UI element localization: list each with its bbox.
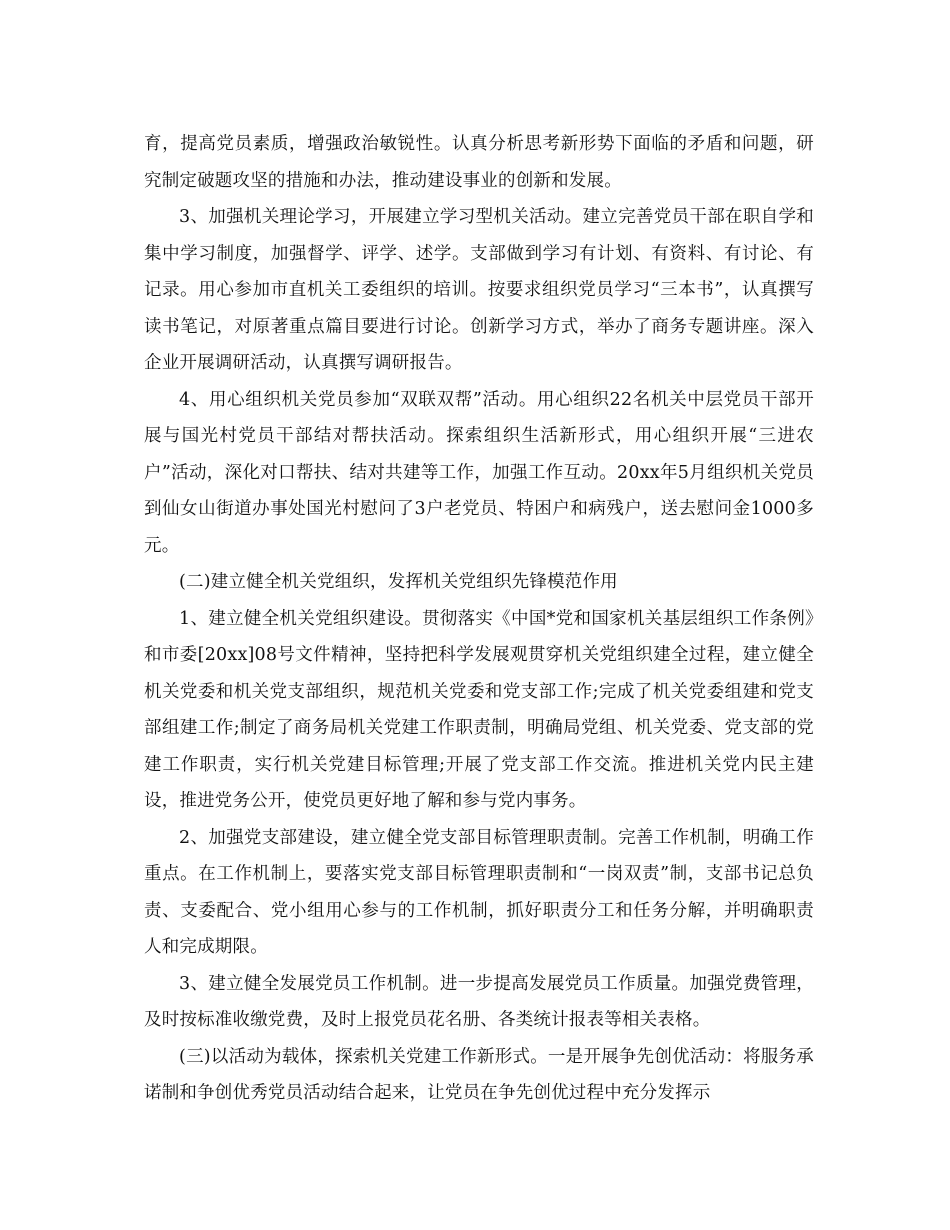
paragraph-shuanglian-shuangbang: 4、用心组织机关党员参加“双联双帮”活动。用心组织22名机关中层党员干部开展与国光村党员干部结对帮扶活动。探索组织生活新形式，用心组织开展“三进农户”活动，深化对口帮扶、结对共建等工作，加强工作互动。20xx年5月组织机关党员到仙女山街道办事处国光村慰问了3户老党员、特困户和病残户，送去慰问金1000多元。 — [144, 389, 814, 556]
paragraph-member-development: 3、建立健全发展党员工作机制。进一步提高发展党员工作质量。加强党费管理，及时按标准收缴党费，及时上报党员花名册、各类统计报表等相关表格。 — [144, 973, 814, 1030]
paragraph-theory-study: 3、加强机关理论学习，开展建立学习型机关活动。建立完善党员干部在职自学和集中学习制度，加强督学、评学、述学。支部做到学习有计划、有资料、有讨论、有记录。用心参加市直机关工委组织的培训。按要求组织党员学习“三本书”，认真撰写读书笔记，对原著重点篇目要进行讨论。创新学习方式，举办了商务专题讲座。深入企业开展调研活动，认真撰写调研报告。 — [144, 207, 814, 373]
document-body — [144, 126, 814, 1112]
paragraph-party-organization: 1、建立健全机关党组织建设。贯彻落实《中国*党和国家机关基层组织工作条例》和市委[20xx]08号文件精神，坚持把科学发展观贯穿机关党组织建全过程，建立健全机关党委和机关党支部组织，规范机关党委和党支部工作;完成了机关党委组建和党支部组建工作;制定了商务局机关党建工作职责制，明确局党组、机关党委、党支部的党建工作职责，实行机关党建目标管理;开展了党支部工作交流。推进机关党内民主建设，推进党务公开，使党员更好地了解和参与党内事务。 — [144, 608, 814, 811]
paragraph-activities: (三)以活动为载体，探索机关党建工作新形式。一是开展争先创优活动：将服务承诺制和争创优秀党员活动结合起来，让党员在争先创优过程中充分发挥示 — [144, 1046, 814, 1103]
section-heading-2: (二)建立健全机关党组织，发挥机关党组织先锋模范作用 — [179, 572, 618, 592]
paragraph-continuation: 育，提高党员素质，增强政治敏锐性。认真分析思考新形势下面临的矛盾和问题，研究制定破题攻坚的措施和办法，推动建设事业的创新和发展。 — [144, 134, 814, 191]
paragraph-branch-building: 2、加强党支部建设，建立健全党支部目标管理职责制。完善工作机制，明确工作重点。在工作机制上，要落实党支部目标管理职责制和“一岗双责”制，支部书记总负责、支委配合、党小组用心参与的工作机制，抓好职责分工和任务分解，并明确职责人和完成期限。 — [144, 827, 814, 957]
